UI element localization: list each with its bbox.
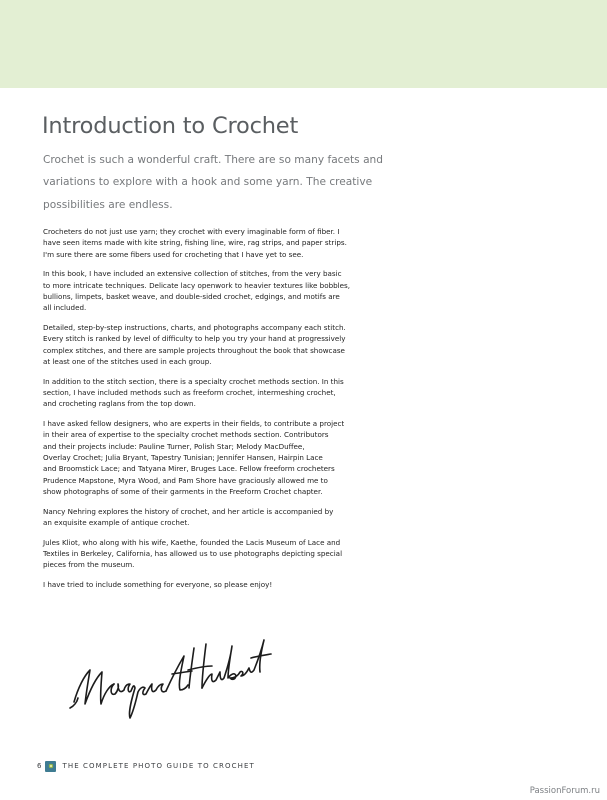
paragraph [43, 579, 383, 590]
text-line: Detailed, step-by-step instructions, charts, and photographs accompany each stitch. [43, 323, 346, 333]
text-line: In addition to the stitch section, there is a specialty crochet methods section. In this [43, 376, 344, 386]
text-line: section, I have included methods such as freeform crochet, intermeshing crochet, [43, 388, 336, 398]
text-line: I have asked fellow designers, who are experts in their fields, to contribute a project [43, 419, 345, 429]
text-line: I'm sure there are some fibers used for crocheting that I have yet to see. [43, 249, 304, 259]
text-line: to more intricate techniques. Delicate lacy openwork to heavier textures like bobbles, [43, 280, 351, 290]
stitch-swatch-icon [45, 761, 56, 772]
text-line: and their projects include: Pauline Turner, Polish Star; Melody MacDuffee, [43, 441, 305, 451]
text-line: in their area of expertise to the specialty crochet methods section. Contributors [43, 430, 329, 440]
intro-paragraph [43, 149, 383, 216]
text-line: an exquisite example of antique crochet. [43, 518, 190, 528]
text-line: all included. [43, 303, 87, 313]
text-line: at least one of the stitches used in each group. [43, 356, 212, 366]
paragraph [43, 376, 383, 410]
text-line: bullions, limpets, basket weave, and double-sided crochet, edgings, and motifs are [43, 291, 340, 301]
page-footer [37, 759, 255, 773]
page-number: 6 [37, 762, 42, 770]
text-line: have seen items made with kite string, fishing line, wire, rag strips, and paper strips. [43, 238, 347, 248]
paragraph [43, 226, 383, 260]
text-line: Every stitch is ranked by level of difficulty to help you try your hand at progressively [43, 334, 346, 344]
paragraph [43, 506, 383, 529]
text-line: Crocheters do not just use yarn; they crochet with every imaginable form of fiber. I [43, 227, 340, 236]
intro-line: variations to explore with a hook and some yarn. The creative [43, 176, 373, 189]
text-line: and Broomstick Lace; and Tatyana Mirer, Bruges Lace. Fellow freeform crocheters [43, 464, 335, 474]
text-line: complex stitches, and there are sample projects throughout the book that showcase [43, 345, 345, 355]
body-text [43, 226, 383, 599]
text-line: pieces from the museum. [43, 560, 135, 570]
text-line: Overlay Crochet; Julia Bryant, Tapestry Tunisian; Jennifer Hansen, Hairpin Lace [43, 453, 323, 463]
book-title: THE COMPLETE PHOTO GUIDE TO CROCHET [62, 762, 255, 770]
handwritten-signature [68, 628, 274, 720]
page-title: Introduction to Crochet [42, 113, 299, 139]
header-band [0, 0, 607, 88]
intro-line: Crochet is such a wonderful craft. There are so many facets and [43, 154, 383, 166]
intro-line: possibilities are endless. [43, 198, 173, 211]
paragraph [43, 418, 383, 497]
text-line: show photographs of some of their garments in the Freeform Crochet chapter. [43, 486, 323, 496]
text-line: In this book, I have included an extensive collection of stitches, from the very basic [43, 269, 342, 279]
paragraph [43, 537, 383, 571]
text-line: Jules Kliot, who along with his wife, Kaethe, founded the Lacis Museum of Lace and [43, 537, 341, 547]
text-line: Prudence Mapstone, Myra Wood, and Pam Shore have graciously allowed me to [43, 475, 328, 485]
text-line: and crocheting raglans from the top down. [43, 399, 196, 409]
text-line: Nancy Nehring explores the history of crochet, and her article is accompanied by [43, 506, 334, 516]
paragraph [43, 322, 383, 367]
watermark: PassionForum.ru [529, 786, 600, 796]
text-line: I have tried to include something for everyone, so please enjoy! [43, 580, 273, 590]
paragraph [43, 268, 383, 313]
text-line: Textiles in Berkeley, California, has allowed us to use photographs depicting special [43, 549, 343, 559]
